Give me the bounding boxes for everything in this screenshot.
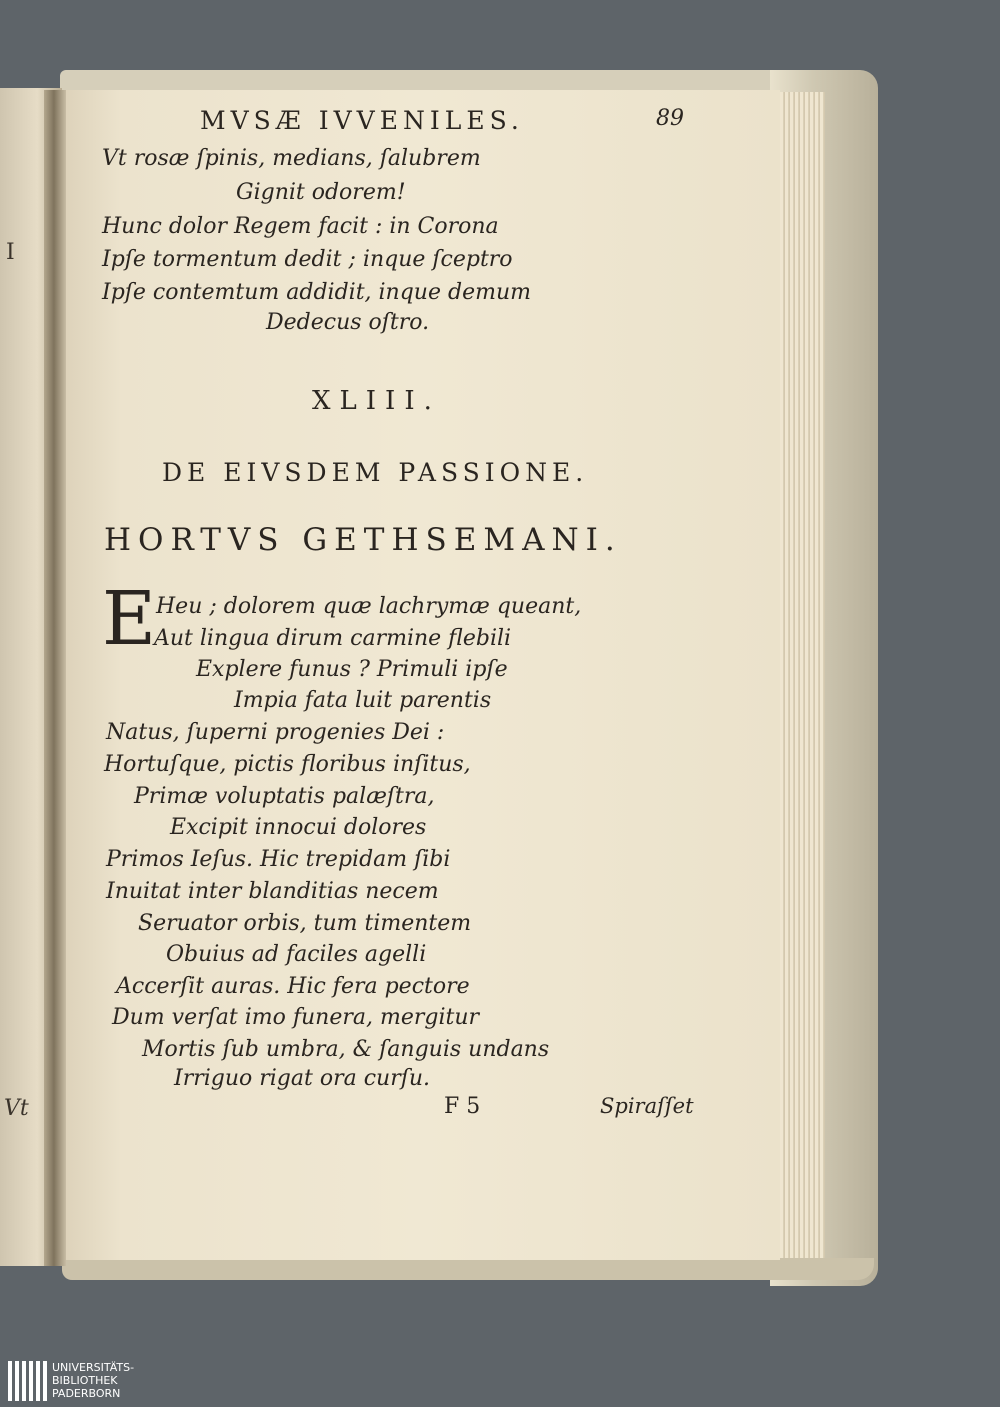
library-logo-icon <box>8 1361 48 1401</box>
verse-line: Irriguo rigat ora curſu. <box>174 1066 431 1091</box>
left-page-fragment: I <box>6 240 15 265</box>
verse-line: Aut lingua dirum carmine flebili <box>154 626 512 651</box>
verse-line: Seruator orbis, tum timentem <box>138 911 472 936</box>
verse-line: Dedecus oſtro. <box>266 310 430 335</box>
footer-bar <box>0 1357 1000 1407</box>
library-name-line: UNIVERSITÄTS- <box>52 1361 135 1374</box>
library-name <box>52 1361 134 1400</box>
verse-line: Inuitat inter blanditias necem <box>106 879 439 904</box>
verse-line: Hunc dolor Regem facit : in Corona <box>102 214 499 239</box>
section-subtitle: DE EIVSDEM PASSIONE. <box>162 458 589 487</box>
verse-line: Primos Ieſus. Hic trepidam ſibi <box>106 847 451 872</box>
verse-line: Natus, ſuperni progenies Dei : <box>106 720 445 745</box>
poem-title: HORTVS GETHSEMANI. <box>104 522 622 558</box>
verse-line: Obuius ad faciles agelli <box>166 942 427 967</box>
signature-mark: F 5 <box>444 1094 481 1119</box>
verse-line: Vt rosæ ſpinis, medians, ſalubrem <box>102 146 481 171</box>
catchword: Spiraſſet <box>600 1094 694 1118</box>
verse-line: Heu ; dolorem quæ lachrymæ queant, <box>156 594 582 619</box>
library-name-line: PADERBORN <box>52 1387 121 1400</box>
verse-line: Ipſe tormentum dedit ; inque ſceptro <box>102 247 513 272</box>
verse-line: Mortis ſub umbra, & ſanguis undans <box>142 1037 550 1062</box>
page-fore-edge <box>775 92 825 1262</box>
running-head: MVSÆ IVVENILES. <box>200 106 524 135</box>
verse-line: Dum verſat imo funera, mergitur <box>112 1005 480 1030</box>
verse-line: Primæ voluptatis palæſtra, <box>134 784 435 809</box>
section-number: XLIII. <box>312 386 441 416</box>
verse-line: Gignit odorem! <box>236 180 406 205</box>
left-page-fragment: Vt <box>4 1096 29 1121</box>
verse-line: Impia fata luit parentis <box>234 688 492 713</box>
verse-line: Ipſe contemtum addidit, inque demum <box>102 280 531 305</box>
drop-cap: E <box>102 576 157 662</box>
verse-line: Hortuſque, pictis floribus inſitus, <box>104 752 471 777</box>
page-number: 89 <box>656 106 684 131</box>
book-gutter <box>44 90 66 1266</box>
verse-line: Accerſit auras. Hic fera pectore <box>116 974 470 999</box>
verse-line: Explere funus ? Primuli ipſe <box>196 657 508 682</box>
library-name-line: BIBLIOTHEK <box>52 1374 118 1387</box>
verse-line: Excipit innocui dolores <box>170 815 427 840</box>
book-cover-bottom <box>62 1258 874 1280</box>
